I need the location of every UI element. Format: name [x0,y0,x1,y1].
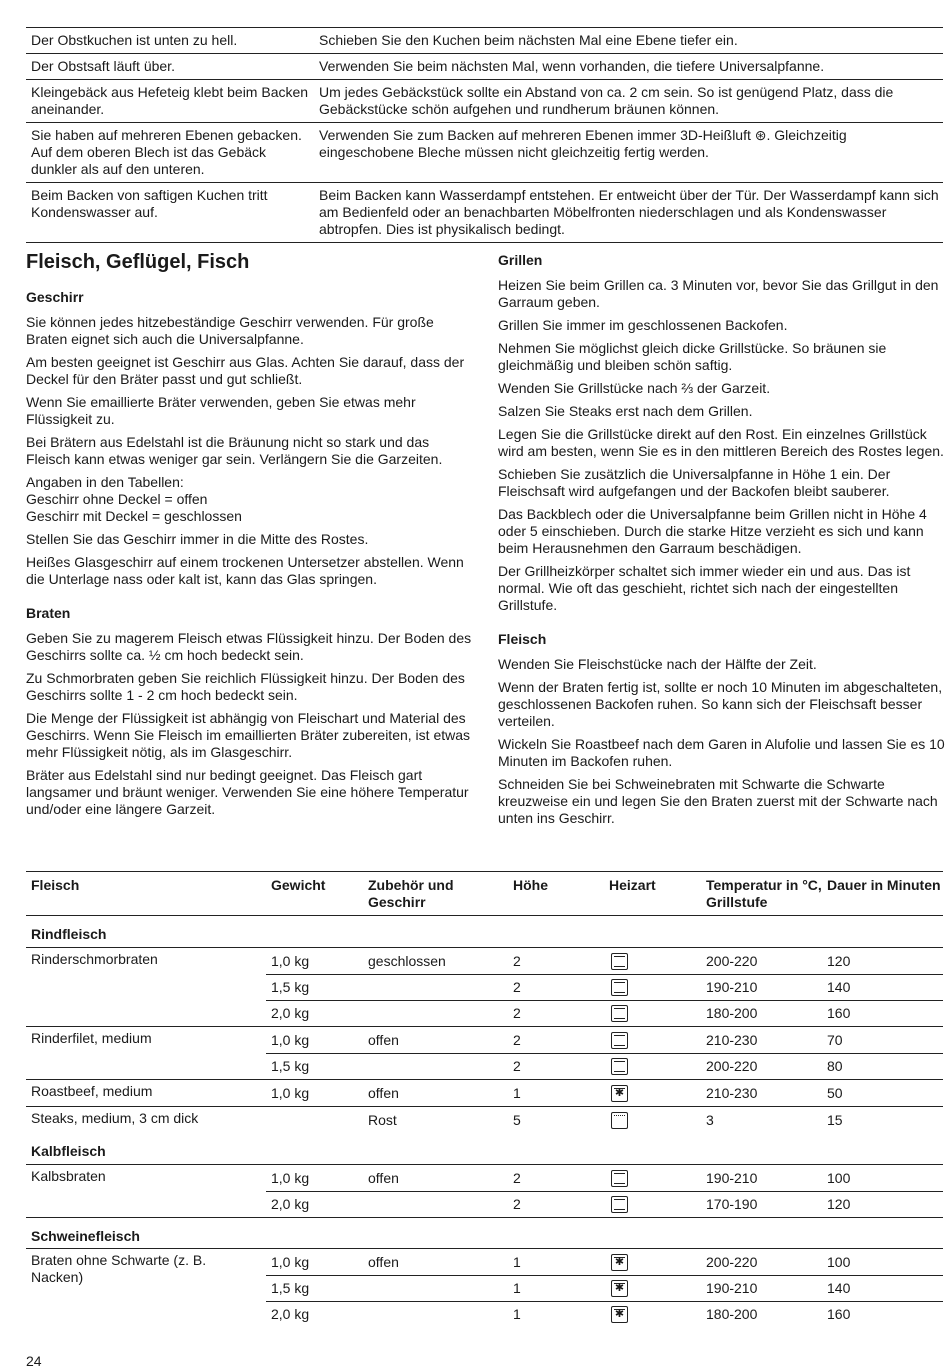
heating-mode-cell [604,1005,701,1023]
temperature-cell: 170-190 [706,1196,758,1212]
table-row [26,28,943,54]
heating-mode-cell [604,1196,701,1214]
level-cell: 2 [513,1196,521,1212]
paragraph: Schieben Sie zusätzlich die Universalpfanne in Höhe 1 ein. Der Fleischsaft wird aufgefangen und der Backofen bleibt sauberer. [498,466,891,499]
temperature-cell: 190-210 [706,1280,758,1296]
duration-cell: 50 [827,1084,843,1101]
troubleshooting-table [26,27,943,243]
circulated-air-icon [611,1306,628,1323]
dish-name: Kalbsbraten [31,1168,106,1184]
level-cell: 1 [513,1084,521,1101]
weight-cell: 2,0 kg [271,1196,310,1212]
meat-table [26,871,943,1327]
duration-cell: 120 [827,952,851,969]
accessory-cell: geschlossen [368,952,446,969]
table-row-group [26,1165,943,1217]
duration-cell: 160 [827,1005,851,1021]
paragraph: Wenn Sie emaillierte Bräter verwenden, geben Sie etwas mehr Flüssigkeit zu. [26,394,416,427]
accessory-cell: offen [368,1084,399,1101]
dish-name: Rinderschmorbraten [31,951,158,967]
paragraph: Die Menge der Flüssigkeit ist abhängig von Fleischart und Material des Geschirrs. Wenn Sie Fleisch im emaillierten Bräter zubereiten, ist etwas mehr Flüssigkeit nötig, als im Glasgeschirr. [26,710,471,760]
header-temperatur: Temperatur in °C, Grillstufe [706,877,822,910]
header-zubehoer: Zubehör und Geschirr [368,877,454,910]
temperature-cell: 210-230 [706,1084,758,1101]
category-rindfleisch: Rindfleisch [26,916,943,948]
level-cell: 5 [513,1111,521,1128]
paragraph: Legen Sie die Grillstücke direkt auf den Rost. Ein einzelnes Grillstück wird am besten, wenn Sie es in den mittleren Bereich des Rostes legen. [498,426,944,459]
header-heizart: Heizart [609,877,656,893]
paragraph: Salzen Sie Steaks erst nach dem Grillen. [498,403,753,419]
level-cell: 2 [513,952,521,969]
duration-cell: 15 [827,1111,843,1128]
heating-mode-cell [604,1169,701,1187]
left-column [26,250,476,824]
solution-cell: Verwenden Sie beim nächsten Mal, wenn vorhanden, die tiefere Universalpfanne. [319,58,825,74]
category-kalbfleisch: Kalbfleisch [26,1133,943,1165]
paragraph: Geben Sie zu magerem Fleisch etwas Flüssigkeit hinzu. Der Boden des Geschirrs sollte ca. ½ cm hoch bedeckt sein. [26,630,472,663]
weight-cell: 1,0 kg [271,1031,310,1048]
paragraph: Nehmen Sie möglichst gleich dicke Grillstücke. So bräunen sie gleichmäßig und bleiben schön saftig. [498,340,887,373]
header-fleisch: Fleisch [31,877,80,893]
paragraph: Sie können jedes hitzebeständige Geschirr verwenden. Für große Braten eignet sich auch die Universalpfanne. [26,314,434,347]
level-cell: 1 [513,1306,521,1322]
duration-cell: 140 [827,1280,851,1296]
header-dauer: Dauer in Minuten [827,877,941,893]
temperature-cell: 180-200 [706,1005,758,1021]
duration-cell: 100 [827,1253,851,1270]
paragraph: Heißes Glasgeschirr auf einem trockenen Untersetzer abstellen. Wenn die Unterlage nass oder kalt ist, kann das Glas springen. [26,554,464,587]
table-row [266,1080,943,1106]
table-row-group [26,1080,943,1107]
accessory-cell: offen [368,1253,399,1270]
temperature-cell: 210-230 [706,1031,758,1048]
heating-mode-cell [604,1031,701,1049]
table-row [266,1249,943,1275]
table-row [266,1053,943,1079]
angaben-line: Angaben in den Tabellen: [26,474,184,490]
level-cell: 2 [513,979,521,995]
temperature-cell: 200-220 [706,952,758,969]
table-row-group [26,1249,943,1327]
table-row [266,948,943,974]
paragraph: Heizen Sie beim Grillen ca. 3 Minuten vor, bevor Sie das Grillgut in den Garraum geben. [498,277,939,310]
level-cell: 1 [513,1280,521,1296]
problem-cell: Sie haben auf mehreren Ebenen gebacken. Auf dem oberen Blech ist das Gebäck dunkler als auf den unteren. [31,127,302,177]
paragraph: Das Backblech oder die Universalpfanne beim Grillen nicht in Höhe 4 oder 5 einschieben. Durch die starke Hitze verzieht es sich und kann beim Herausnehmen den Garraum beschädigen. [498,506,927,556]
solution-cell: Verwenden Sie zum Backen auf mehreren Ebenen immer 3D-Heißluft ⊛. Gleichzeitig eingeschobene Bleche müssen nicht gleichzeitig fertig werden. [319,127,847,160]
top-bottom-heat-icon [611,1005,628,1022]
duration-cell: 80 [827,1058,843,1074]
circulated-air-icon [611,1085,628,1102]
angaben-line: Geschirr ohne Deckel = offen [26,491,208,507]
paragraph: Bei Brätern aus Edelstahl ist die Bräunung nicht so stark und das Fleisch kann etwas weniger gar sein. Verlängern Sie die Garzeiten. [26,434,443,467]
right-column [498,252,945,833]
heating-mode-cell [604,1058,701,1076]
weight-cell: 1,0 kg [271,1084,310,1101]
problem-cell: Der Obstsaft läuft über. [31,58,175,74]
top-bottom-heat-icon [611,1196,628,1213]
problem-cell: Beim Backen von saftigen Kuchen tritt Kondenswasser auf. [31,187,268,220]
section-title: Fleisch, Geflügel, Fisch [26,251,250,273]
heating-mode-cell [604,1280,701,1298]
solution-cell: Um jedes Gebäckstück sollte ein Abstand von ca. 2 cm sein. So ist genügend Platz, dass die Gebäckstücke schön aufgehen und rundherum bräunen können. [319,84,894,117]
top-bottom-heat-icon [611,1032,628,1049]
table-row [266,1165,943,1191]
dish-name: Braten ohne Schwarte (z. B. Nacken) [31,1252,207,1285]
table-row [266,1107,943,1133]
paragraph: Wenn der Braten fertig ist, sollte er noch 10 Minuten im abgeschalteten, geschlossenen Backofen ruhen. So kann sich der Fleischsaft besser verteilen. [498,679,943,729]
header-gewicht: Gewicht [271,877,326,893]
table-row [26,123,943,183]
temperature-cell: 200-220 [706,1058,758,1074]
weight-cell: 2,0 kg [271,1306,310,1322]
paragraph: Stellen Sie das Geschirr immer in die Mitte des Rostes. [26,531,369,547]
top-bottom-heat-icon [611,979,628,996]
geschirr-heading: Geschirr [26,289,84,305]
heating-mode-cell [604,1253,701,1271]
table-row [26,54,943,80]
level-cell: 2 [513,1005,521,1021]
weight-cell: 1,0 kg [271,952,310,969]
table-row [26,183,943,243]
weight-cell: 1,0 kg [271,1169,310,1186]
table-row-group [26,1027,943,1080]
top-bottom-heat-icon [611,1058,628,1075]
solution-cell: Beim Backen kann Wasserdampf entstehen. Er entweicht über der Tür. Der Wasserdampf kann sich am Bedienfeld oder an benachbarten Möbelfronten niederschlagen und als Kondenswasser abtropfen. Dies ist physikalisch bedingt. [319,187,939,237]
weight-cell: 1,5 kg [271,979,310,995]
duration-cell: 160 [827,1306,851,1322]
accessory-cell: offen [368,1031,399,1048]
dish-name: Steaks, medium, 3 cm dick [31,1110,199,1126]
temperature-cell: 190-210 [706,979,758,995]
header-hoehe: Höhe [513,877,548,893]
temperature-cell: 180-200 [706,1306,758,1322]
table-row [266,1000,943,1026]
heating-mode-cell [604,979,701,997]
weight-cell: 1,5 kg [271,1280,310,1296]
page-number: 24 [26,1353,42,1369]
grillen-heading: Grillen [498,252,543,268]
paragraph: Bräter aus Edelstahl sind nur bedingt geeignet. Das Fleisch gart langsamer und bräunt weniger. Verwenden Sie eine höhere Temperatur und/oder eine längere Garzeit. [26,767,469,817]
paragraph: Zu Schmorbraten geben Sie reichlich Flüssigkeit hinzu. Der Boden des Geschirrs sollte 1 - 2 cm hoch bedeckt sein. [26,670,465,703]
weight-cell: 1,5 kg [271,1058,310,1074]
accessory-cell: Rost [368,1111,397,1128]
problem-cell: Kleingebäck aus Hefeteig klebt beim Backen aneinander. [31,84,309,117]
table-row-group [26,948,943,1027]
table-row [266,1191,943,1217]
solution-cell: Schieben Sie den Kuchen beim nächsten Mal eine Ebene tiefer ein. [319,32,738,48]
heating-mode-cell [604,1111,701,1129]
paragraph: Am besten geeignet ist Geschirr aus Glas. Achten Sie darauf, dass der Deckel für den Bräter passt und gut schließt. [26,354,465,387]
level-cell: 1 [513,1253,521,1270]
table-row [266,1275,943,1301]
duration-cell: 70 [827,1031,843,1048]
temperature-cell: 200-220 [706,1253,758,1270]
paragraph: Der Grillheizkörper schaltet sich immer wieder ein und aus. Das ist normal. Wie oft das geschieht, richtet sich nach der eingestellten Grillstufe. [498,563,911,613]
paragraph: Grillen Sie immer im geschlossenen Backofen. [498,317,788,333]
level-cell: 2 [513,1058,521,1074]
duration-cell: 120 [827,1196,851,1212]
level-cell: 2 [513,1169,521,1186]
duration-cell: 100 [827,1169,851,1186]
dish-name: Roastbeef, medium [31,1083,153,1099]
duration-cell: 140 [827,979,851,995]
table-row [266,974,943,1000]
paragraph: Wenden Sie Fleischstücke nach der Hälfte der Zeit. [498,656,817,672]
paragraph: Wickeln Sie Roastbeef nach dem Garen in Alufolie und lassen Sie es 10 Minuten im Backofen ruhen. [498,736,945,769]
weight-cell: 1,0 kg [271,1253,310,1270]
paragraph: Schneiden Sie bei Schweinebraten mit Schwarte die Schwarte kreuzweise ein und legen Sie den Braten zuerst mit der Schwarte nach unten ins Geschirr. [498,776,938,826]
heating-mode-cell [604,952,701,970]
weight-cell: 2,0 kg [271,1005,310,1021]
fleisch-heading: Fleisch [498,631,547,647]
top-bottom-heat-icon [611,953,628,970]
braten-heading: Braten [26,605,71,621]
table-header [26,872,943,916]
dish-name: Rinderfilet, medium [31,1030,152,1046]
heating-mode-cell [604,1084,701,1102]
circulated-air-icon [611,1280,628,1297]
heating-mode-cell [604,1306,701,1324]
angaben-line: Geschirr mit Deckel = geschlossen [26,508,242,524]
temperature-cell: 190-210 [706,1169,758,1186]
circulated-air-icon [611,1254,628,1271]
accessory-cell: offen [368,1169,399,1186]
paragraph: Wenden Sie Grillstücke nach ⅔ der Garzeit. [498,380,771,396]
level-cell: 2 [513,1031,521,1048]
table-row [266,1027,943,1053]
table-row-group [26,1107,943,1133]
temperature-cell: 3 [706,1111,714,1128]
table-row [26,80,943,123]
grill-icon [611,1112,628,1129]
category-schweinefleisch: Schweinefleisch [26,1217,943,1249]
problem-cell: Der Obstkuchen ist unten zu hell. [31,32,238,48]
table-row [266,1301,943,1327]
top-bottom-heat-icon [611,1170,628,1187]
